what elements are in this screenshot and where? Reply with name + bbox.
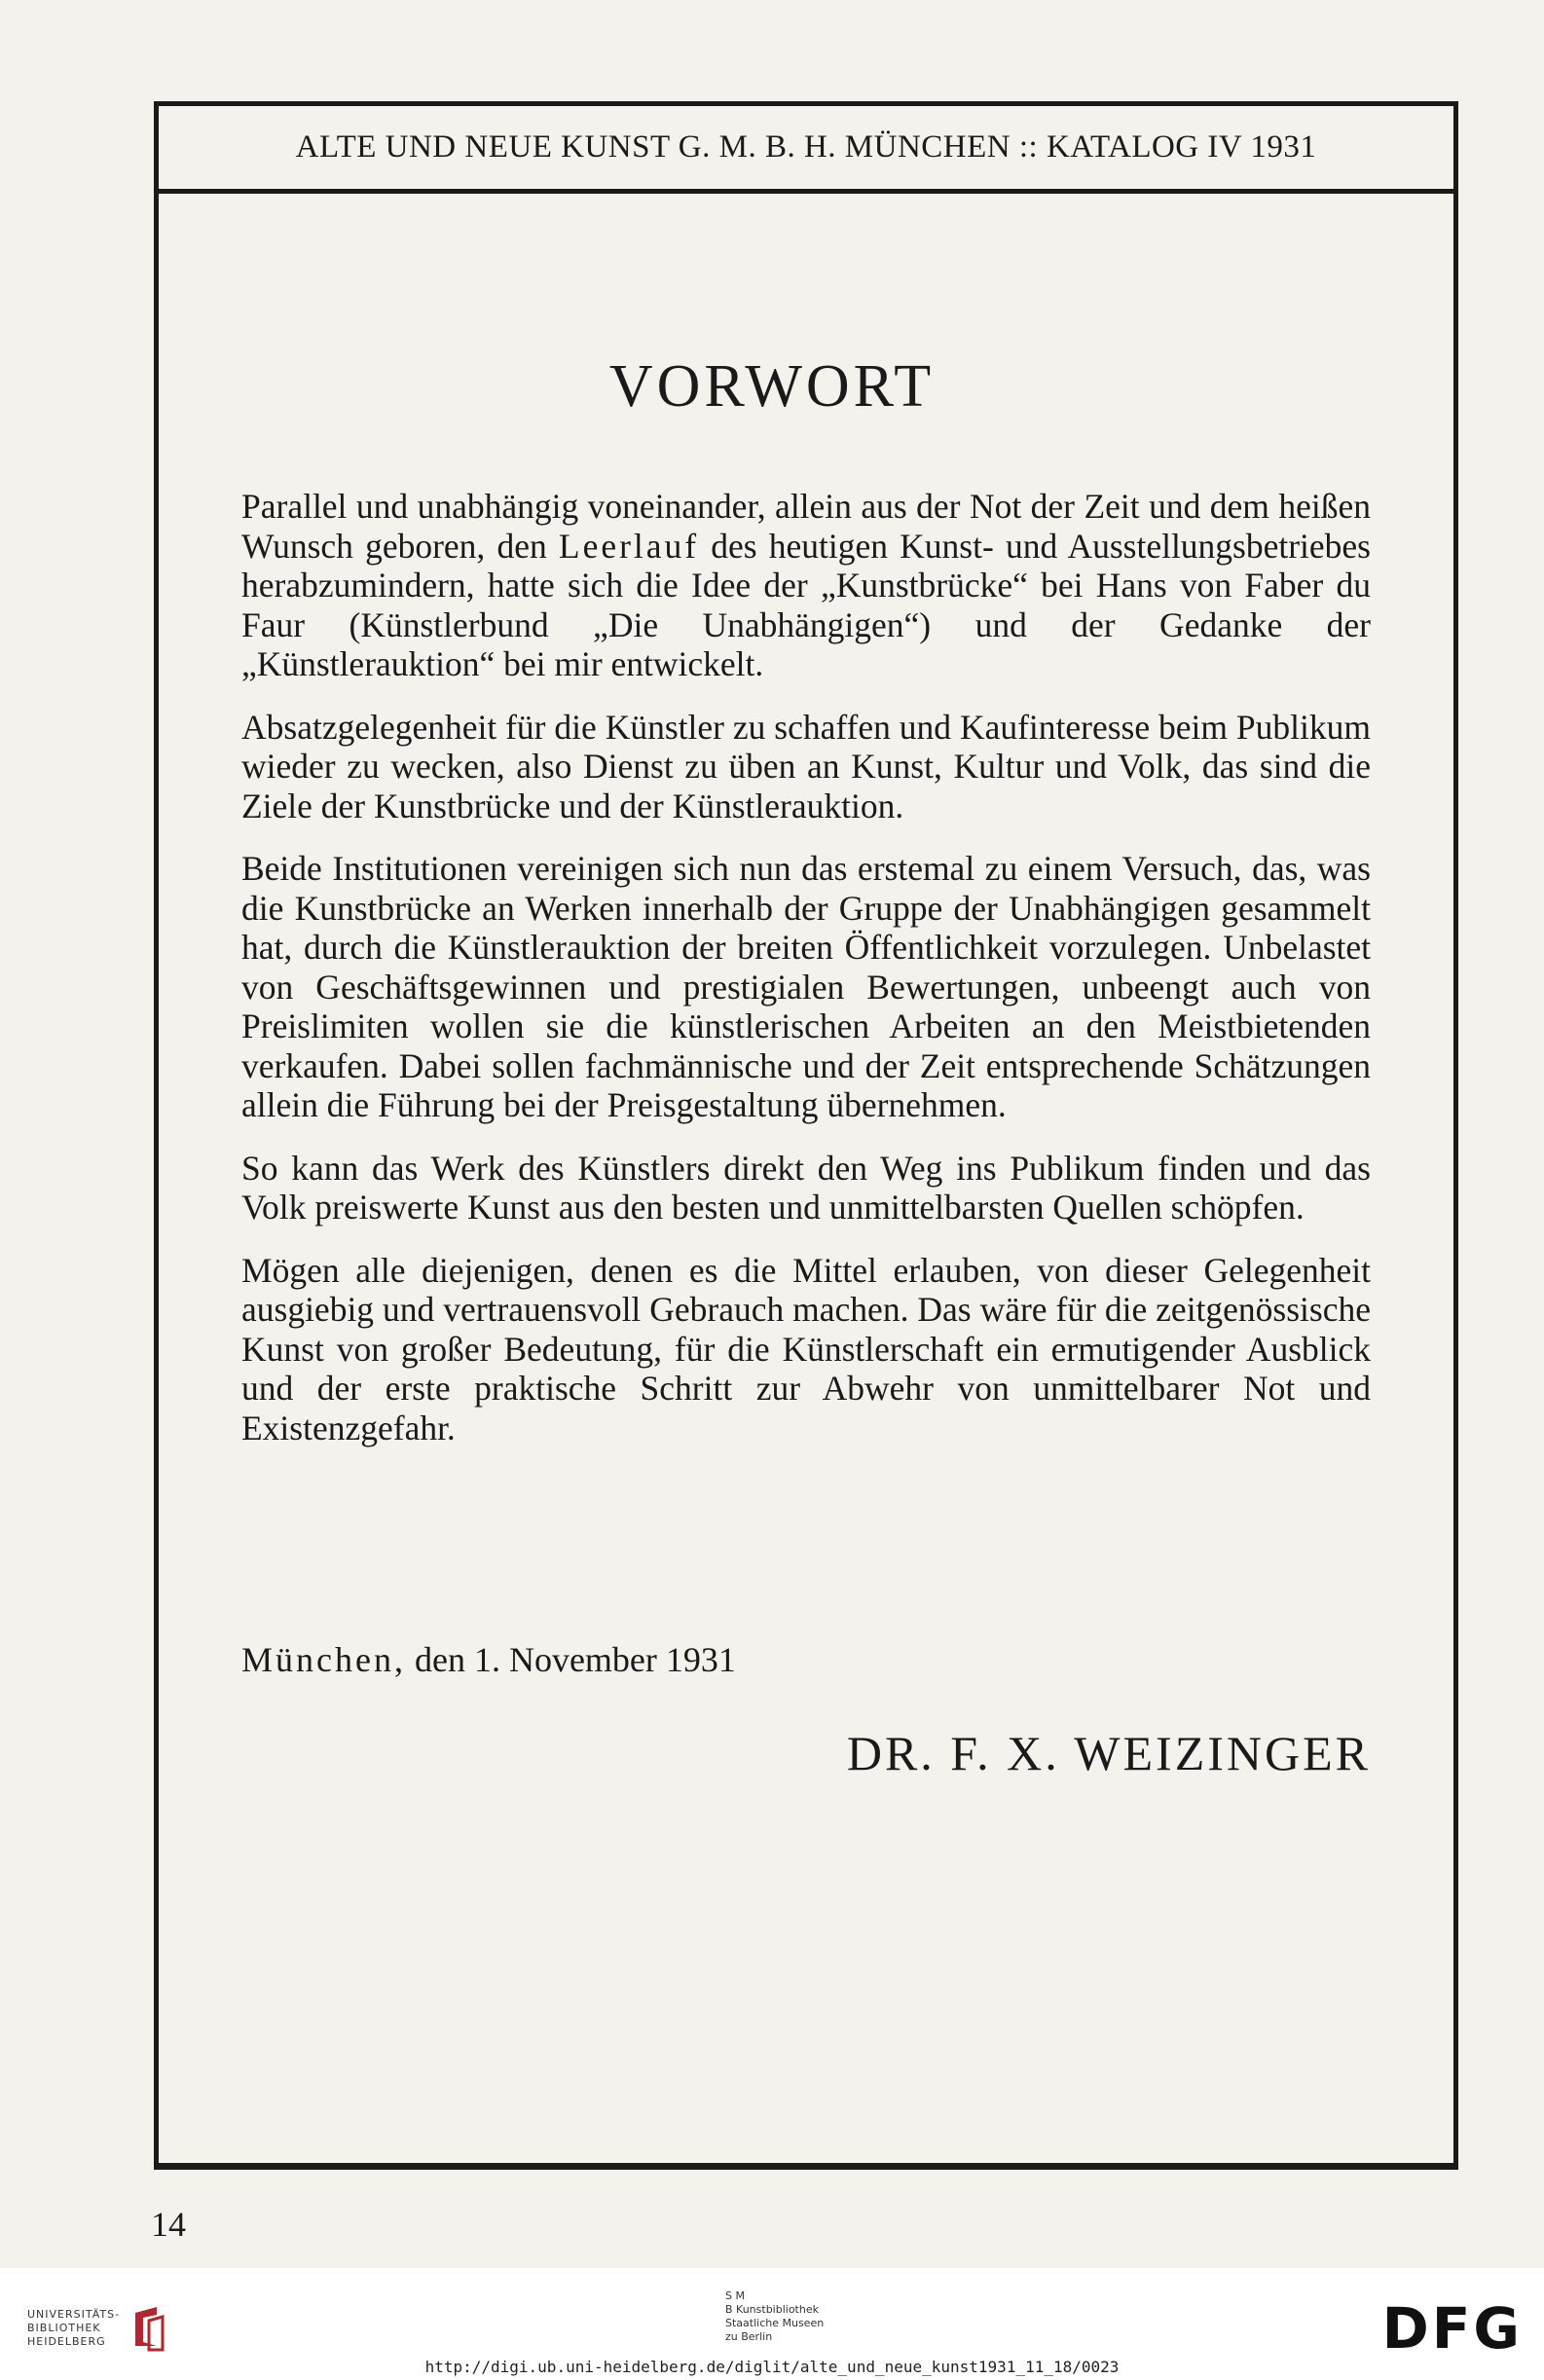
paragraph-4: So kann das Werk des Künstlers direkt den Weg ins Publikum finden und das Volk preiswerte Kunst aus den besten und unmittelbarsten Quellen schöpfen. xyxy=(241,1148,1371,1227)
foreword-body xyxy=(241,487,1371,1471)
header-catalog: KATALOG IV 1931 xyxy=(1046,129,1317,165)
signature: DR. F. X. WEIZINGER xyxy=(846,1726,1371,1780)
university-name: UNIVERSITÄTS- BIBLIOTHEK HEIDELBERG xyxy=(27,2308,121,2348)
university-logo[interactable] xyxy=(27,2303,180,2354)
emphasis-leerlauf: Leerlauf xyxy=(558,526,700,566)
page-title: VORWORT xyxy=(608,353,936,420)
header-publisher: ALTE UND NEUE KUNST G. M. B. H. MÜNCHEN xyxy=(295,129,1011,165)
dateline xyxy=(241,1639,736,1680)
page-number: 14 xyxy=(151,2205,186,2244)
dateline-city: München, xyxy=(241,1640,406,1679)
source-url-link[interactable]: http://digi.ub.uni-heidelberg.de/diglit/alte_und_neue_kunst1931_11_18/0023 xyxy=(424,2358,1120,2376)
university-mark-icon xyxy=(128,2303,180,2354)
sm-kunstbibliothek-logo[interactable]: S M B Kunstbibliothek Staatliche Museen zu Berlin xyxy=(725,2289,825,2343)
running-header xyxy=(159,106,1453,194)
paragraph-3: Beide Institutionen vereinigen sich nun das erstemal zu einem Versuch, das, was die Kunstbrücke an Werken innerhalb der Gruppe der Unabhängigen gesammelt hat, durch die Künstlerauktion der breiten Öffentlichkeit vorzulegen. Unbelastet von Geschäftsgewinnen und prestigialen Bewertungen, unbeengt auch von Preislimiten wollen sie die künstlerischen Arbeiten an den Meistbietenden verkaufen. Dabei sollen fachmännische und der Zeit entsprechende Schätzungen allein die Führung bei der Preisgestaltung übernehmen. xyxy=(241,849,1371,1124)
paragraph-1: Parallel und unabhängig voneinander, allein aus der Not der Zeit und dem heißen Wunsch geboren, den Leerlauf des heutigen Kunst- und Ausstellungsbetriebes herabzumindern, hatte sich die Idee der „Kunstbrücke“ bei Hans von Faber du Faur (Künstlerbund „Die Unabhängigen“) und der Gedanke der „Künstlerauktion“ bei mir entwickelt. xyxy=(241,487,1371,683)
paragraph-5: Mögen alle diejenigen, denen es die Mittel erlauben, von dieser Gelegenheit ausgiebig und vertrauensvoll Gebrauch machen. Das wäre für die zeitgenössische Kunst von großer Bedeutung, für die Künstlerschaft ein ermutigender Ausblick und der erste praktische Schritt zur Abwehr von unmittelbarer Not und Existenzgefahr. xyxy=(241,1250,1371,1447)
header-separator: :: xyxy=(1018,129,1039,165)
dfg-logo[interactable]: DFG xyxy=(1381,2295,1523,2362)
paragraph-2: Absatzgelegenheit für die Künstler zu schaffen und Kaufinteresse beim Publikum wieder zu wecken, also Dienst zu üben an Kunst, Kultur und Volk, das sind die Ziele der Kunstbrücke und der Künstlerauktion. xyxy=(241,707,1371,825)
frame-bottom-rule xyxy=(154,2163,1458,2167)
footer-bar xyxy=(0,2268,1544,2380)
dateline-date: den 1. November 1931 xyxy=(414,1640,736,1679)
